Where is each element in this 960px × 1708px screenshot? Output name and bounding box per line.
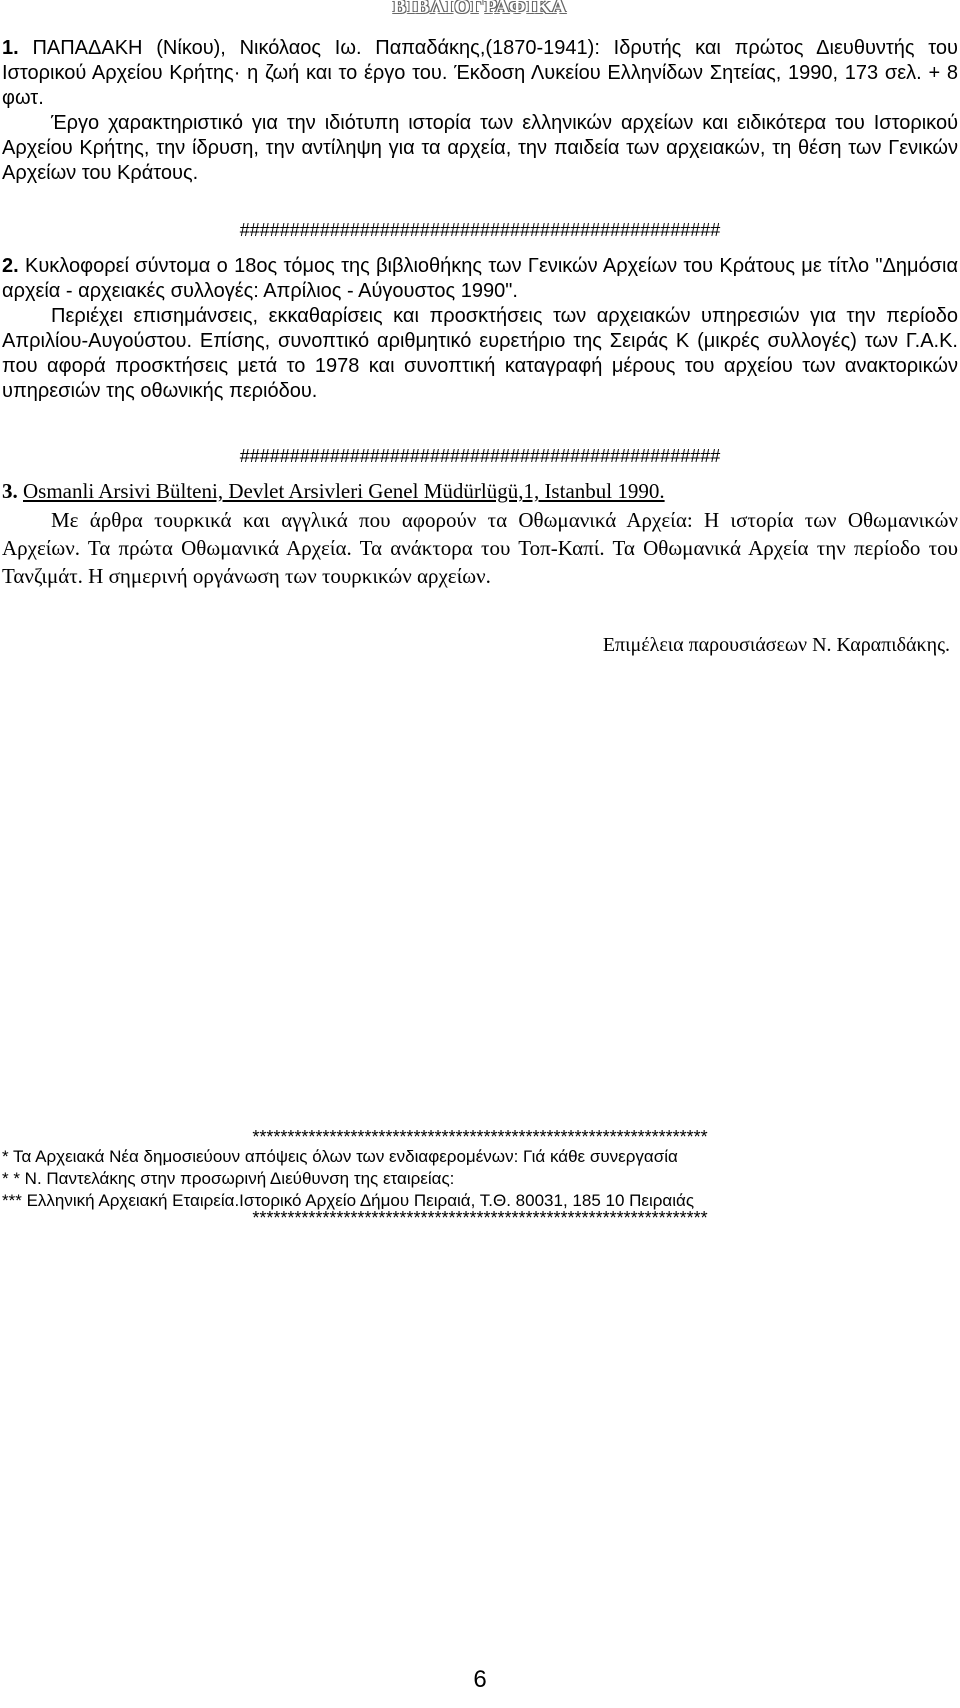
footer-line-1: * Τα Αρχειακά Νέα δημοσιεύουν απόψεις όλων των ενδιαφερομένων: Γιά κάθε συνεργασία <box>2 1147 678 1166</box>
entry-2-number: 2. <box>2 255 19 277</box>
entry-3-citation <box>2 479 958 504</box>
entry-2-description: Περιέχει επισημάνσεις, εκκαθαρίσεις και προσκτήσεις των αρχειακών υπηρεσιών για την περίοδο Απριλίου-Αυγούστου. Επίσης, συνοπτικό αριθμητικό ευρετήριο της Σειράς Κ (μικρές συλλογές) των Γ.Α.Κ. που αφορά προσκτήσεις μετά το 1978 και συνοπτική καταγραφή μέρους του αρχείου των ανακτορικών υπηρεσιών της οθωνικής περιόδου. <box>2 305 958 402</box>
footer-line-2: * * Ν. Παντελάκης στην προσωρινή Διεύθυνση της εταιρείας: <box>2 1169 455 1188</box>
footer-stars-top: ***************************************************************** <box>252 1127 708 1147</box>
page-header-title: ΒΙΒΛΙΟΓΡΑΦΙΚΑ <box>392 0 568 18</box>
entry-3-citation-text: Osmanli Arsivi Bülteni, Devlet Arsivleri Genel Müdürlügü,1, Istanbul 1990. <box>23 479 665 503</box>
separator-2: ################################################ <box>239 446 721 466</box>
separator-1: ################################################ <box>239 220 721 240</box>
page-number: 6 <box>473 1666 487 1693</box>
entry-3-number: 3. <box>2 479 18 503</box>
footer-stars-bottom: ***************************************************************** <box>252 1208 708 1228</box>
entry-1-number: 1. <box>2 37 19 59</box>
entry-1-description: Έργο χαρακτηριστικό για την ιδιότυπη ιστορία των ελληνικών αρχείων και ειδικότερα του Ιστορικού Αρχείου Κρήτης, την ίδρυση, την αντίληψη για τα αρχεία, την παιδεία των αρχειακών, τη θέση των Γενικών Αρχείων του Κράτους. <box>2 112 958 184</box>
editor-note: Επιμέλεια παρουσιάσεων Ν. Καραπιδάκης. <box>602 634 950 656</box>
entry-2-citation-text: Κυκλοφορεί σύντομα ο 18ος τόμος της βιβλιοθήκης των Γενικών Αρχείων του Κράτους με τίτλο "Δημόσια αρχεία - αρχειακές συλλογές: Απρίλιος - Αύγουστος 1990". <box>2 255 959 302</box>
entry-3-description: Με άρθρα τουρκικά και αγγλικά που αφορούν τα Οθωμανικά Αρχεία: Η ιστορία των Οθωμανικών Αρχείων. Τα πρώτα Οθωμανικά Αρχεία. Τα ανάκτορα του Τοπ-Καπί. Τα Οθωμανικά Αρχεία την περίοδο του Τανζιμάτ. Η σημερινή οργάνωση των τουρκικών αρχείων. <box>2 508 958 588</box>
entry-2-citation <box>2 254 958 304</box>
footer-line-3: *** Ελληνική Αρχειακή Εταιρεία.Ιστορικό Αρχείο Δήμου Πειραιά, Τ.Θ. 80031, 185 10 Πειραιάς <box>2 1191 695 1210</box>
entry-1-citation-text: ΠΑΠΑΔΑΚΗ (Νίκου), Νικόλαος Ιω. Παπαδάκης,(1870-1941): Ιδρυτής και πρώτος Διευθυντής του Ιστορικού Αρχείου Κρήτης· η ζωή και το έργο του. Έκδοση Λυκείου Ελληνίδων Σητείας, 1990, 173 σελ. + 8 φωτ. <box>2 37 958 109</box>
entry-1-citation <box>2 36 958 111</box>
